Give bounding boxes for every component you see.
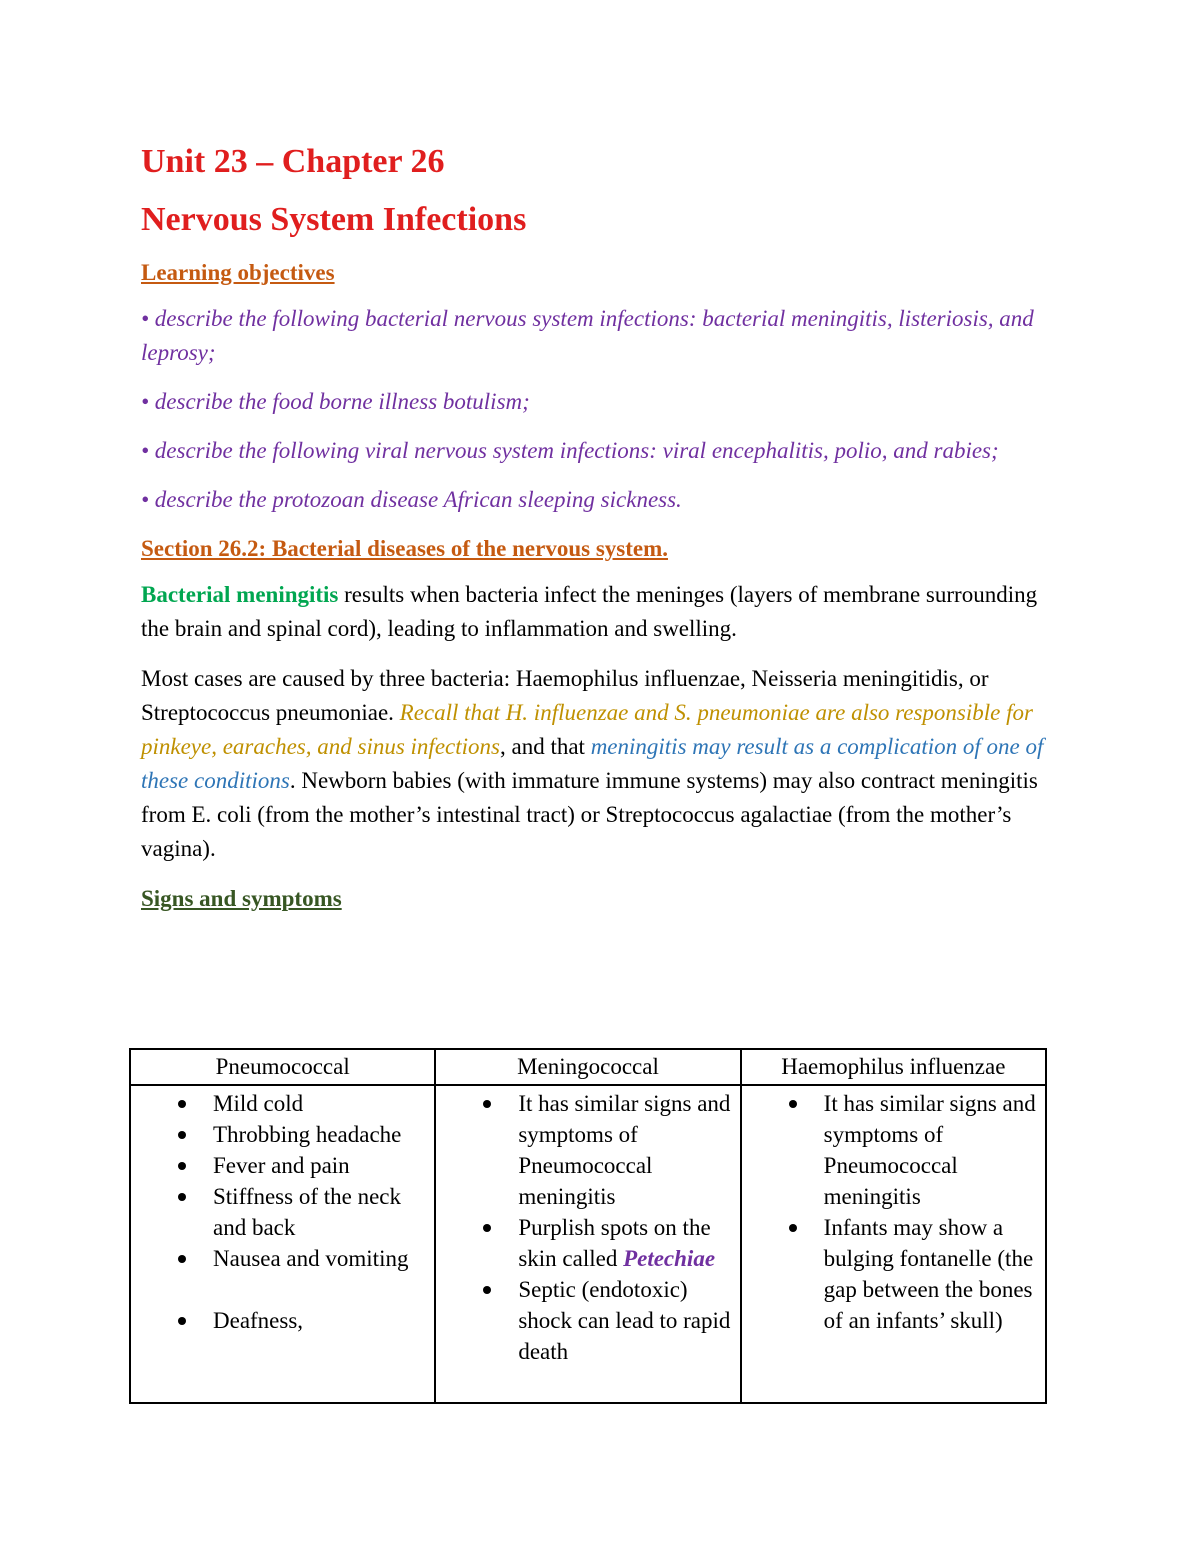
list-item: It has similar signs and symptoms of Pneumococcal meningitis (824, 1088, 1039, 1212)
list-item: Infants may show a bulging fontanelle (the gap between the bones of an infants’ skull) (824, 1212, 1039, 1336)
list-item: Septic (endotoxic) shock can lead to rapid death (518, 1274, 733, 1367)
table-header-row (130, 1049, 1046, 1085)
list-item: Nausea and vomiting (213, 1243, 428, 1274)
table-row (130, 1085, 1046, 1403)
paragraph-text: , and that (499, 734, 591, 759)
paragraph-text: . Newborn babies (with immature immune systems) may also contract meningitis from E. coli (from the mother’s intestinal tract) or Streptococcus agalactiae (from the mother’s vagina). (141, 768, 1038, 861)
haemophilus-list (748, 1088, 1039, 1336)
paragraph-text: results when bacteria infect the meninges (layers of membrane surrounding the brain and spinal cord), leading to inflammation and swelling. (141, 582, 1038, 641)
recall-note: Recall that H. influenzae and S. pneumoniae are also responsible for pinkeye, earaches, and sinus infections (141, 700, 1033, 759)
list-item: Deafness, (213, 1305, 428, 1336)
list-item: Stiffness of the neck and back (213, 1181, 428, 1243)
list-item (518, 1212, 733, 1274)
column-header-meningococcal: Meningococcal (435, 1049, 740, 1085)
meningococcal-list (442, 1088, 733, 1367)
column-header-pneumococcal: Pneumococcal (130, 1049, 435, 1085)
paragraph-text: Most cases are caused by three bacteria: Haemophilus influenzae, Neisseria meningitidis, or Streptococcus pneumoniae. (141, 666, 989, 725)
objective-item: • describe the following bacterial nervous system infections: bacterial meningitis, listeriosis, and leprosy; (141, 306, 1034, 365)
column-header-haemophilus: Haemophilus influenzae (741, 1049, 1046, 1085)
document-content (141, 140, 1056, 922)
chapter-title: Nervous System Infections (141, 201, 527, 238)
pneumococcal-cell (130, 1085, 435, 1403)
objective-item: • describe the food borne illness botulism; (141, 389, 530, 414)
signs-table (129, 1048, 1047, 1404)
objective-item: • describe the protozoan disease African sleeping sickness. (141, 487, 682, 512)
objective-item: • describe the following viral nervous system infections: viral encephalitis, polio, and rabies; (141, 438, 999, 463)
complication-note: meningitis may result as a complication of one of these conditions (141, 734, 1044, 793)
pneumococcal-list (137, 1088, 428, 1336)
petechiae-term: Petechiae (623, 1246, 716, 1271)
learning-objectives-heading: Learning objectives (141, 260, 335, 285)
list-item: It has similar signs and symptoms of Pneumococcal meningitis (518, 1088, 733, 1212)
list-item: Throbbing headache (213, 1119, 428, 1150)
haemophilus-cell (741, 1085, 1046, 1403)
list-item-text: Purplish spots on the skin called (518, 1215, 711, 1271)
list-item: Mild cold (213, 1088, 428, 1119)
unit-title: Unit 23 – Chapter 26 (141, 143, 445, 180)
list-item: Fever and pain (213, 1150, 428, 1181)
bacterial-meningitis-term: Bacterial meningitis (141, 582, 339, 607)
section-heading: Section 26.2: Bacterial diseases of the nervous system. (141, 536, 669, 561)
causes-paragraph (141, 662, 1056, 866)
meningitis-paragraph (141, 578, 1056, 646)
signs-heading: Signs and symptoms (141, 886, 342, 911)
meningococcal-cell (435, 1085, 740, 1403)
